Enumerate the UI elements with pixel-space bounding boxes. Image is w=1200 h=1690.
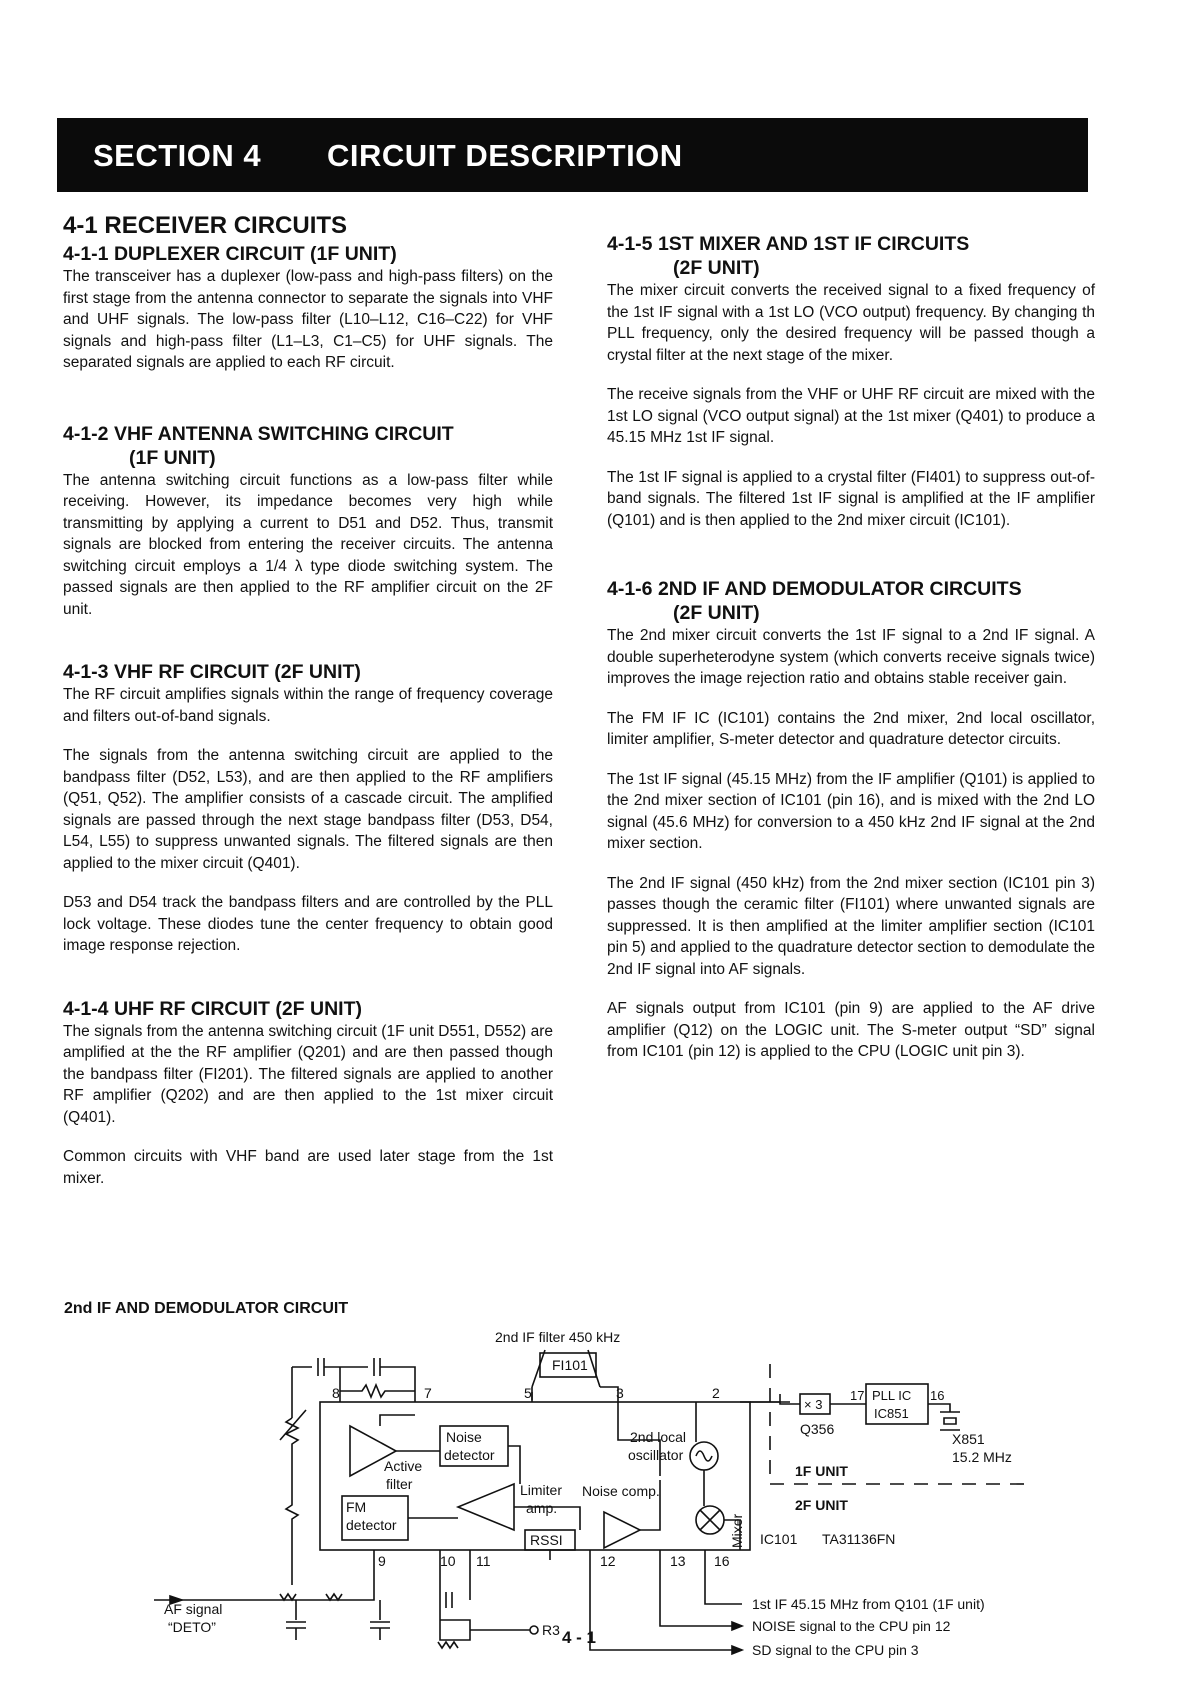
fi101-wires [532, 1387, 618, 1402]
heading-4-1-1: 4-1-1 DUPLEXER CIRCUIT (1F UNIT) [63, 243, 397, 265]
para-4-1-5c: The 1st IF signal is applied to a crystal filter (FI401) to suppress out-of-band signals. The filtered 1st IF signal is amplified at the IF amplifier (Q101) and is then applied to the 2nd mixer circuit (IC101). [607, 468, 1095, 529]
para-4-1-5a: The mixer circuit converts the received signal to a fixed frequency of the 1st IF signal with a 1st LO (VCO output) frequency. By changing th PLL frequency, only the desired frequency will be passed though a crystal filter at the next stage of the mixer. [607, 282, 1095, 364]
unit-2f-label: 2F UNIT [795, 1497, 848, 1513]
oscillator-label-2: oscillator [628, 1447, 684, 1463]
pin8-label: 8 [332, 1385, 340, 1401]
para-4-1-2: The antenna switching circuit functions as a low-pass filter while receiving. However, its impedance becomes very high while transmitting by applying a current to D51 and D52. Thus, transmit signals are blocked from entering the receiver circuits. The antenna switching circuit employs a 1/4 λ type diode switching system. The passed signals are then applied to the RF amplifier circuit on the 2F unit. [63, 471, 553, 618]
para-4-1-6c: The 1st IF signal (45.15 MHz) from the IF amplifier (Q101) is applied to the 2nd mixer section of IC101 (pin 16), and is mixed with the 2nd LO signal (45.6 MHz) for conversion to a 450 kHz 2nd IF signal at the 2nd mixer section. [607, 770, 1095, 852]
variable-resistor [286, 1418, 298, 1490]
internal-wiring [380, 1402, 740, 1550]
page-number: 4 - 1 [562, 1628, 597, 1647]
heading-4-1: 4-1 RECEIVER CIRCUITS [63, 212, 348, 239]
pin9-label: 9 [378, 1553, 386, 1569]
first-if-signal-label: 1st IF 45.15 MHz from Q101 (1F unit) [752, 1596, 985, 1612]
para-4-1-4a: The signals from the antenna switching circuit (1F unit D551, D552) are amplified at the the RF amplifier (Q201) and are then passed though the bandpass filter (FI201). The filtered signals are applied to another RF amplifier (Q202) and are then applied to the 1st mixer circuit (Q401). [63, 1022, 553, 1126]
sd-signal-label: SD signal to the CPU pin 3 [752, 1642, 919, 1658]
oscillator-wave [696, 1451, 712, 1461]
rssi-label: RSSI [530, 1532, 563, 1548]
af-capacitors [286, 1622, 390, 1640]
af-signal-label-2: “DETO” [168, 1619, 216, 1635]
ic-part-label: TA31136FN [822, 1531, 896, 1547]
para-4-1-3b: The signals from the antenna switching circuit are applied to the bandpass filter (D52, L53), and are then applied to the RF amplifiers (Q51, Q52). The amplifier consists of a cascade circuit. The amplified signals are passed through the next stage bandpass filter (D53, D54, L54, L55) to suppress unwanted signals. The filtered signals are then applied to the mixer circuit (Q401). [63, 747, 553, 872]
x851-label: X851 [952, 1431, 985, 1447]
x3-label: × 3 [804, 1397, 823, 1412]
para-4-1-3c: D53 and D54 track the bandpass filters and are controlled by the PLL lock voltage. These diodes tune the center frequency to obtain good image response rejection. [63, 894, 553, 954]
section-number: SECTION 4 [93, 138, 262, 173]
quad-resistor [438, 1642, 458, 1648]
mixer-label: Mixer [729, 1513, 745, 1548]
signal-arrows [732, 1622, 742, 1654]
para-4-1-4b: Common circuits with VHF band are used later stage from the 1st mixer. [63, 1148, 553, 1187]
crystal-freq-label: 15.2 MHz [952, 1449, 1012, 1465]
noise-comp-amp [604, 1512, 640, 1548]
quad-coil [440, 1600, 530, 1640]
heading-4-1-2-unit: (1F UNIT) [129, 446, 216, 469]
noise-detector-label-2: detector [444, 1447, 495, 1463]
para-4-1-6b: The FM IF IC (IC101) contains the 2nd mixer, 2nd local oscillator, limiter amplifier, S-meter detector and quadrature detector circuits. [607, 709, 1095, 748]
pin7-label: 7 [424, 1385, 432, 1401]
variable-resistor-arrow [280, 1410, 306, 1440]
heading-4-1-2: 4-1-2 VHF ANTENNA SWITCHING CIRCUIT [63, 422, 454, 445]
pin16-label: 16 [714, 1553, 730, 1569]
filter-caption: 2nd IF filter 450 kHz [495, 1329, 621, 1345]
pll-label-2: IC851 [874, 1406, 909, 1421]
resistor-left-lower [286, 1490, 298, 1560]
fm-detector-label-1: FM [346, 1499, 367, 1515]
limiter-label-1: Limiter [520, 1482, 563, 1498]
af-signal-label-1: AF signal [164, 1601, 223, 1617]
af-resistors [280, 1594, 342, 1600]
pin16b-label: 16 [930, 1388, 945, 1403]
heading-4-1-6: 4-1-6 2ND IF AND DEMODULATOR CIRCUITS [607, 578, 1022, 600]
pin12-label: 12 [600, 1553, 616, 1569]
resistor-8-7 [340, 1385, 415, 1397]
active-filter-label-2: filter [386, 1476, 413, 1492]
r3-label: R3 [542, 1622, 560, 1638]
oscillator-label-1: 2nd local [630, 1429, 687, 1445]
pin17-label: 17 [850, 1388, 865, 1403]
pin11-label: 11 [476, 1553, 491, 1569]
section-title: CIRCUIT DESCRIPTION [327, 138, 683, 173]
unit-1f-label: 1F UNIT [795, 1463, 848, 1479]
para-4-1-6e: AF signals output from IC101 (pin 9) are applied to the AF drive amplifier (Q12) on the LOGIC unit. The S-meter output “SD” signal from IC101 (pin 12) is applied to the CPU (LOGIC unit pin 3). [607, 1000, 1095, 1060]
noise-detector-label-1: Noise [446, 1429, 482, 1445]
limiter-amp [458, 1484, 514, 1530]
pin10-label: 10 [440, 1553, 456, 1569]
fi101-label: FI101 [552, 1357, 588, 1373]
active-filter-label-1: Active [384, 1458, 423, 1474]
limiter-label-2: amp. [526, 1500, 558, 1516]
pin5-label: 5 [524, 1385, 532, 1401]
para-4-1-6d: The 2nd IF signal (450 kHz) from the 2nd mixer section (IC101 pin 3) passes though the ceramic filter (FI101) where unwanted signals are suppressed. It is then amplified at the limiter amplifier section (IC101 pin 5) and applied to the quadrature detector section to demodulate the 2nd IF signal into AF signals. [607, 874, 1095, 978]
ic101-label: IC101 [760, 1531, 798, 1547]
noise-signal-label: NOISE signal to the CPU pin 12 [752, 1618, 951, 1634]
heading-4-1-3: 4-1-3 VHF RF CIRCUIT (2F UNIT) [63, 661, 361, 683]
fm-detector-label-2: detector [346, 1517, 397, 1533]
pll-label-1: PLL IC [872, 1388, 912, 1403]
noise-comp-label: Noise comp. [582, 1483, 660, 1499]
heading-4-1-5: 4-1-5 1ST MIXER AND 1ST IF CIRCUITS [607, 233, 970, 255]
para-4-1-6a: The 2nd mixer circuit converts the 1st IF signal to a 2nd IF signal. A double superheterodyne system (which converts receive signals twice) improves the image rejection ratio and obtains stable receiver gain. [607, 627, 1095, 687]
figure-title: 2nd IF AND DEMODULATOR CIRCUIT [64, 1300, 349, 1317]
pin3-label: 3 [616, 1385, 624, 1401]
heading-4-1-4: 4-1-4 UHF RF CIRCUIT (2F UNIT) [63, 997, 362, 1020]
r3-node [530, 1626, 538, 1634]
top-capacitor-network [292, 1358, 415, 1402]
pin2-label: 2 [712, 1385, 720, 1401]
pin13-label: 13 [670, 1553, 686, 1569]
para-4-1-3a: The RF circuit amplifies signals within the range of frequency coverage and filters out-of-band signals. [63, 686, 553, 725]
q356-label: Q356 [800, 1421, 835, 1437]
para-4-1-1: The transceiver has a duplexer (low-pass and high-pass filters) on the first stage from the antenna connector to separate the signals into VHF and UHF signals. The low-pass filter (L10–L12, C16–C22) for VHF signals and high-pass filter (L1–L3, C1–C5) for UHF signals. The separated signals are applied to each RF circuit. [63, 268, 553, 371]
heading-4-1-5-unit: (2F UNIT) [673, 257, 760, 279]
mixer-cross [700, 1510, 720, 1530]
para-4-1-5b: The receive signals from the VHF or UHF RF circuit are mixed with the 1st LO signal (VCO output signal) at the 1st mixer (Q401) to produce a 45.15 MHz 1st IF signal. [607, 386, 1095, 446]
heading-4-1-6-unit: (2F UNIT) [673, 602, 760, 624]
